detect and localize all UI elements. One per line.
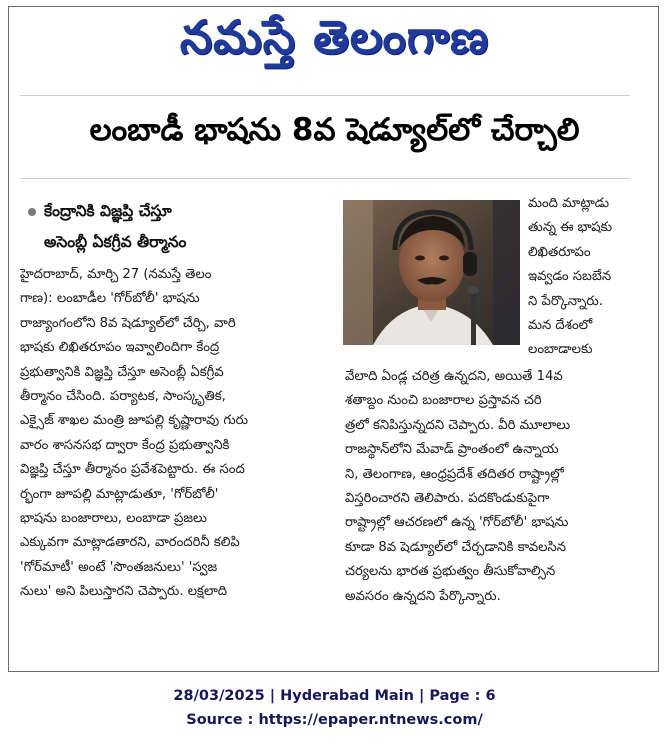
- bullet-icon: [28, 208, 36, 216]
- subhead-line-2: అసెంబ్లీ ఏకగ్రీవ తీర్మానం: [44, 233, 187, 251]
- headline-divider: [20, 178, 630, 179]
- article-text-line: రాష్ట్రాల్లో ఆచరణలో ఉన్న 'గోర్‌బోలీ' భాషను: [345, 515, 569, 531]
- article-text-line: ఇవ్వడం సబబేన: [528, 269, 612, 285]
- subhead-line-1: కేంద్రానికి విజ్ఞప్తి చేస్తూ: [28, 202, 172, 220]
- publication-info: 28/03/2025 | Hyderabad Main | Page : 6: [173, 688, 496, 704]
- article-column-right-top: [528, 192, 646, 363]
- article-text-line: నులు' అని పిలుస్తారని చెప్పారు. లక్షలాది: [20, 584, 228, 600]
- article-text-line: ప్రభుత్వానికి విజ్ఞప్తి చేస్తూ అసెంబ్లీ ఏకగ్రీవ: [20, 364, 224, 380]
- article-text-line: గాణ): లంబాడీల 'గోర్‌బోలీ' భాషను: [20, 291, 200, 307]
- article-text-line: ని, తెలంగాణ, ఆంధ్రప్రదేశ్ తదితర రాష్ట్రాల్లో: [345, 466, 564, 482]
- article-text-line: లంబాడాలకు: [528, 342, 593, 358]
- article-text-line: ఎక్సైజ్ శాఖల మంత్రి జూపల్లి కృష్ణారావు గురు: [20, 413, 249, 429]
- article-text-line: భాషను బంజారాలు, లంబాడా ప్రజలు: [20, 511, 207, 527]
- article-text-line: విస్తరించారని తెలిపారు. పదకొండుకుపైగా: [345, 491, 550, 507]
- article-text-line: మన దేశంలో: [528, 318, 593, 334]
- source-link[interactable]: Source : https://epaper.ntnews.com/: [186, 712, 483, 728]
- article-text-line: విజ్ఞప్తి చేస్తూ తీర్మానం ప్రవేశపెట్టారు. ఈ సంద: [20, 462, 245, 478]
- article-text-line: భాషకు లిఖితరూపం ఇవ్వాలిందిగా కేంద్ర: [20, 340, 220, 356]
- article-subhead: [28, 196, 328, 258]
- article-text-line: వారం శాసనసభ ద్వారా కేంద్ర ప్రభుత్వానికి: [20, 437, 230, 453]
- article-text-line: రాజ్యాంగంలోని 8వ షెడ్యూల్‌లో చేర్చి, వారి: [20, 315, 236, 331]
- article-headline: లంబాడీ భాషను 8వ షెడ్యూల్‌లో చేర్చాలి: [89, 112, 580, 148]
- article-text-line: త్రలో కనిపిస్తున్నదని చెప్పారు. వీరి మూలాలు: [345, 417, 571, 433]
- article-text-line: మంది మాట్లాడు: [528, 196, 610, 211]
- article-column-left: [20, 263, 338, 605]
- article-text-line: తీర్మానం చేసింది. పర్యాటక, సాంస్కృతిక,: [20, 389, 226, 405]
- article-column-right: [345, 365, 647, 609]
- article-text-line: చర్యలను భారత ప్రభుత్వం తీసుకోవాల్సిన: [345, 564, 556, 580]
- article-text-line: శతాబ్దం నుంచి బంజారాల ప్రస్తావన చరి: [345, 393, 542, 409]
- minister-photo-image: [343, 200, 520, 345]
- minister-photo: [343, 200, 520, 345]
- article-text-line: రాజస్థాన్‌లోని మేవాడ్ ప్రాంతంలో ఉన్నాయ: [345, 442, 559, 458]
- masthead-divider: [20, 95, 630, 96]
- article-text-line: లిఖితరూపం: [528, 244, 591, 260]
- article-text-line: ర్భంగా జూపల్లి మాట్లాడుతూ, 'గోర్‌బోలీ': [20, 486, 219, 502]
- article-text-line: అవసరం ఉన్నదని పేర్కొన్నారు.: [345, 588, 501, 604]
- article-text-line: తున్న ఈ భాషకు: [528, 220, 613, 236]
- article-text-line: కూడా 8వ షెడ్యూల్‌లో చేర్చడానికి కావలసిన: [345, 539, 566, 555]
- article-text-line: హైదరాబాద్, మార్చి 27 (నమస్తే తెలం: [20, 267, 212, 282]
- article-text-line: ని పేర్కొన్నారు.: [528, 293, 603, 309]
- article-text-line: 'గోర్‌మాటీ' అంటే 'సొంతజనులు' 'స్వజ: [20, 559, 218, 575]
- article-text-line: వేలాది ఏండ్ల చరిత్ర ఉన్నదని, అయితే 14వ: [345, 369, 563, 384]
- article-text-line: ఎక్కువగా మాట్లాడతారని, వారందరినీ కలిపి: [20, 535, 240, 551]
- newspaper-masthead: నమస్తే తెలంగాణ: [179, 10, 490, 64]
